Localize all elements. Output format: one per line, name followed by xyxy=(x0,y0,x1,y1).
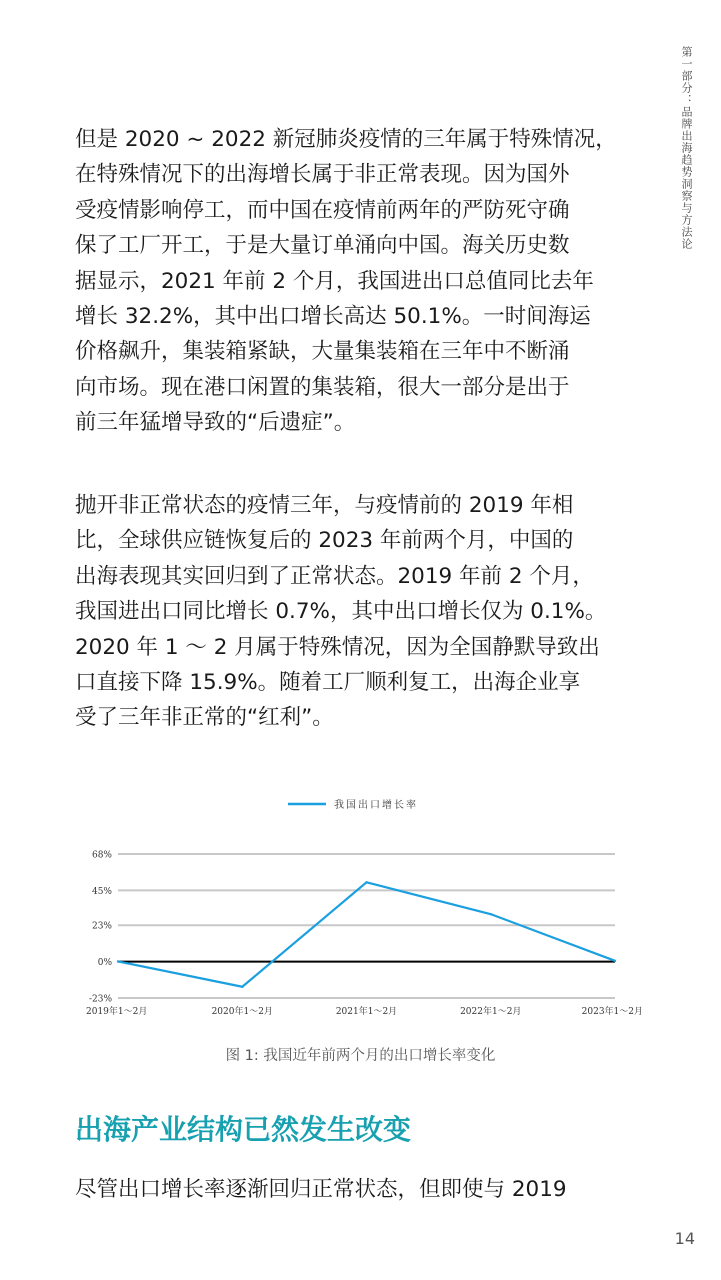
text-line: 据显示，2021 年前 2 个月，我国进出口总值同比去年 xyxy=(75,268,594,294)
text-line: 但是 2020 ~ 2022 新冠肺炎疫情的三年属于特殊情况， xyxy=(75,127,617,152)
y-tick-label: -23% xyxy=(88,994,112,1005)
text-line: 口直接下降 15.9%。随着工厂顺利复工，出海企业享 xyxy=(75,670,581,696)
data-point xyxy=(241,986,243,988)
paragraph-1 xyxy=(75,122,655,441)
text-line: 比，全球供应链恢复后的 2023 年前两个月，中国的 xyxy=(75,528,574,554)
text-line: 价格飙升，集装箱紧缺，大量集装箱在三年中不断涌 xyxy=(75,339,570,365)
text-line: 增长 32.2%，其中出口增长高达 50.1%。一时间海运 xyxy=(75,304,591,330)
x-tick-label: 2019年1～2月 xyxy=(86,1007,148,1017)
y-tick-label: 45% xyxy=(91,886,112,897)
series-line xyxy=(118,882,615,986)
section-side-title: 第一部分：品牌出海趋势洞察与方法论 xyxy=(680,46,693,250)
data-point xyxy=(117,960,119,962)
text-line: 前三年猛增导致的“后遗症”。 xyxy=(75,410,356,436)
data-point xyxy=(614,960,616,962)
x-tick-label: 2022年1～2月 xyxy=(460,1007,522,1017)
text-line: 抛开非正常状态的疫情三年，与疫情前的 2019 年相 xyxy=(75,493,574,518)
paragraph-3 xyxy=(75,1172,655,1207)
export-growth-chart xyxy=(60,780,660,1030)
text-line: 向市场。现在港口闲置的集装箱，很大一部分是出于 xyxy=(75,374,570,400)
text-line: 出海表现其实回归到了正常状态。2019 年前 2 个月， xyxy=(75,563,594,589)
legend-label: 我国出口增长率 xyxy=(334,800,418,811)
text-line: 在特殊情况下的出海增长属于非正常表现。因为国外 xyxy=(75,162,570,188)
text-line: 2020 年 1 ～ 2 月属于特殊情况，因为全国静默导致出 xyxy=(75,634,600,660)
x-tick-label: 2020年1～2月 xyxy=(211,1007,273,1017)
figure-caption: 图 1: 我国近年前两个月的出口增长率变化 xyxy=(225,1048,496,1064)
text-line: 保了工厂开工，于是大量订单涌向中国。海关历史数 xyxy=(75,233,570,259)
x-tick-label: 2023年1～2月 xyxy=(581,1007,643,1017)
paragraph-2 xyxy=(75,488,655,736)
data-point xyxy=(365,881,367,883)
data-point xyxy=(490,913,492,915)
section-heading: 出海产业结构已然发生改变 xyxy=(75,1113,412,1146)
chart-svg xyxy=(60,780,660,1030)
text-line: 尽管出口增长率逐渐回归正常状态，但即使与 2019 xyxy=(75,1177,567,1202)
text-line: 受疫情影响停工，而中国在疫情前两年的严防死守确 xyxy=(75,197,570,223)
x-tick-label: 2021年1～2月 xyxy=(335,1007,398,1017)
y-tick-label: 23% xyxy=(91,921,112,932)
y-tick-label: 0% xyxy=(97,958,112,969)
text-line: 我国进出口同比增长 0.7%，其中出口增长仅为 0.1%。 xyxy=(75,599,607,625)
y-tick-label: 68% xyxy=(91,850,112,861)
page-number: 14 xyxy=(674,1229,695,1248)
text-line: 受了三年非正常的“红利”。 xyxy=(75,705,334,731)
